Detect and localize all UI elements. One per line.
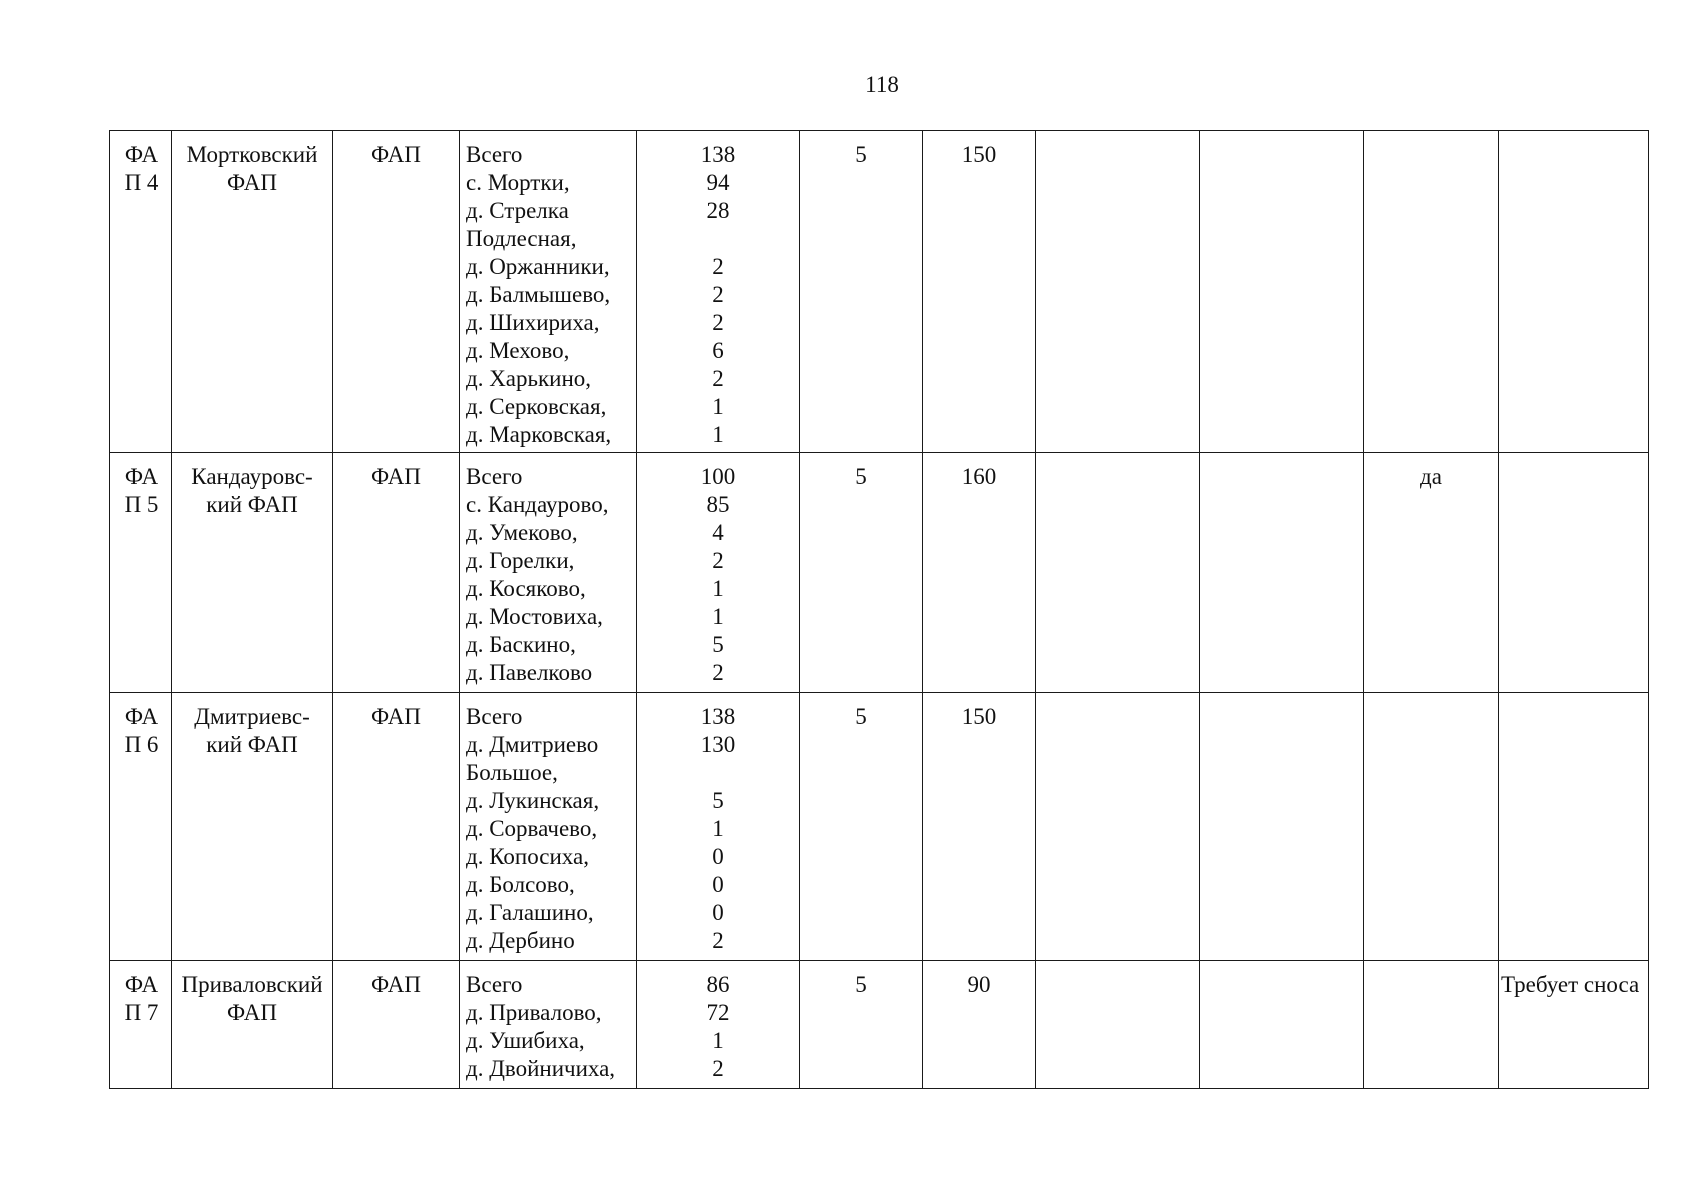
place-line: д. Баскино, [466,632,576,657]
population-line: 5 [712,632,724,657]
population-cell [637,693,800,961]
flag-cell [1364,693,1499,961]
place-line: д. Мехово, [466,338,570,363]
population-line: 1 [712,422,724,447]
code-line: П 5 [124,492,159,517]
type-cell: ФАП [333,131,460,453]
places-cell [460,453,637,693]
name-cell [172,453,333,693]
name-cell [172,961,333,1089]
code-cell [110,961,172,1089]
population-line: 0 [712,844,724,869]
code-line: ФА [124,464,159,489]
population-line: 2 [712,254,724,279]
staff-cell: 5 [800,693,923,961]
type-cell: ФАП [333,453,460,693]
place-line: Подлесная, [466,226,577,251]
place-line: д. Двойничиха, [466,1056,616,1081]
place-line: д. Галашино, [466,900,594,925]
place-line: д. Мостовиха, [466,604,603,629]
page-number: 118 [865,72,899,97]
table-body [110,131,1649,1089]
population-cell [637,453,800,693]
place-line: д. Горелки, [466,548,575,573]
population-line: 72 [706,1000,730,1025]
population-line: 28 [706,198,730,223]
note-cell [1499,693,1649,961]
type-cell: ФАП [333,961,460,1089]
flag-cell [1364,131,1499,453]
name-line: Мортковский [186,142,318,167]
population-line: 2 [712,660,724,685]
type-cell: ФАП [333,693,460,961]
population-line: 2 [712,928,724,953]
code-line: ФА [124,142,159,167]
place-line: с. Кандаурово, [466,492,609,517]
place-line: Большое, [466,760,558,785]
population-line: 1 [712,816,724,841]
area-cell: 150 [923,693,1036,961]
table-row [110,693,1649,961]
code-cell [110,131,172,453]
population-line: 2 [712,548,724,573]
population-line: 2 [712,366,724,391]
name-cell [172,131,333,453]
population-line: 2 [712,310,724,335]
place-line: д. Косяково, [466,576,586,601]
facilities-table [109,130,1649,1089]
place-line: д. Марковская, [466,422,612,447]
place-line: д. Сорвачево, [466,816,598,841]
population-line: 1 [712,1028,724,1053]
population-cell [637,961,800,1089]
place-line: д. Умеково, [466,520,578,545]
place-line: д. Дмитриево [466,732,599,757]
name-line: Дмитриевс- [194,704,310,729]
code-cell [110,453,172,693]
place-line: д. Стрелка [466,198,569,223]
name-line: Приваловский [181,972,323,997]
population-line: 85 [706,492,730,517]
empty-cell [1200,961,1364,1089]
population-line: 2 [712,1056,724,1081]
places-cell [460,693,637,961]
place-line: д. Оржанники, [466,254,610,279]
empty-cell [1036,961,1200,1089]
population-line: 1 [712,604,724,629]
place-line: Всего [466,972,523,997]
place-line: д. Харькино, [466,366,592,391]
population-line: 94 [706,170,730,195]
table-row [110,453,1649,693]
empty-cell [1036,453,1200,693]
population-line: 0 [712,872,724,897]
place-line: д. Балмышево, [466,282,611,307]
table-row [110,131,1649,453]
empty-cell [1036,693,1200,961]
empty-cell [1200,693,1364,961]
population-line: 0 [712,900,724,925]
code-line: ФА [124,972,159,997]
place-line: д. Ушибиха, [466,1028,585,1053]
note-cell: Требует сноса [1499,961,1649,1089]
name-line: Кандауровс- [191,464,313,489]
population-line [637,759,799,787]
area-cell: 90 [923,961,1036,1089]
place-line: Всего [466,704,523,729]
population-line: 1 [712,576,724,601]
place-line: д. Дербино [466,928,575,953]
place-line: д. Лукинская, [466,788,600,813]
place-line: д. Серковская, [466,394,607,419]
population-line: 138 [700,704,736,729]
population-line: 4 [712,520,724,545]
table-row [110,961,1649,1089]
population-line: 130 [700,732,736,757]
staff-cell: 5 [800,453,923,693]
note-cell [1499,131,1649,453]
population-line [637,225,799,253]
staff-cell: 5 [800,131,923,453]
population-line: 100 [700,464,736,489]
place-line: д. Копосиха, [466,844,589,869]
population-cell [637,131,800,453]
flag-cell [1364,961,1499,1089]
population-line: 6 [712,338,724,363]
area-cell: 150 [923,131,1036,453]
empty-cell [1036,131,1200,453]
place-line: Всего [466,142,523,167]
places-cell [460,131,637,453]
population-line: 1 [712,394,724,419]
place-line: д. Павелково [466,660,593,685]
population-line: 138 [700,142,736,167]
population-line: 86 [706,972,730,997]
note-cell [1499,453,1649,693]
code-cell [110,693,172,961]
name-cell [172,693,333,961]
population-line: 2 [712,282,724,307]
name-line: ФАП [227,1000,277,1025]
name-line: ФАП [227,170,277,195]
code-line: П 6 [124,732,159,757]
area-cell: 160 [923,453,1036,693]
name-line: кий ФАП [206,732,298,757]
places-cell [460,961,637,1089]
name-line: кий ФАП [206,492,298,517]
staff-cell: 5 [800,961,923,1089]
empty-cell [1200,453,1364,693]
place-line: д. Болсово, [466,872,575,897]
place-line: д. Шихириха, [466,310,600,335]
code-line: ФА [124,704,159,729]
code-line: П 7 [124,1000,159,1025]
place-line: д. Привалово, [466,1000,602,1025]
flag-cell: да [1364,453,1499,693]
population-line: 5 [712,788,724,813]
place-line: Всего [466,464,523,489]
code-line: П 4 [124,170,159,195]
empty-cell [1200,131,1364,453]
place-line: с. Мортки, [466,170,570,195]
